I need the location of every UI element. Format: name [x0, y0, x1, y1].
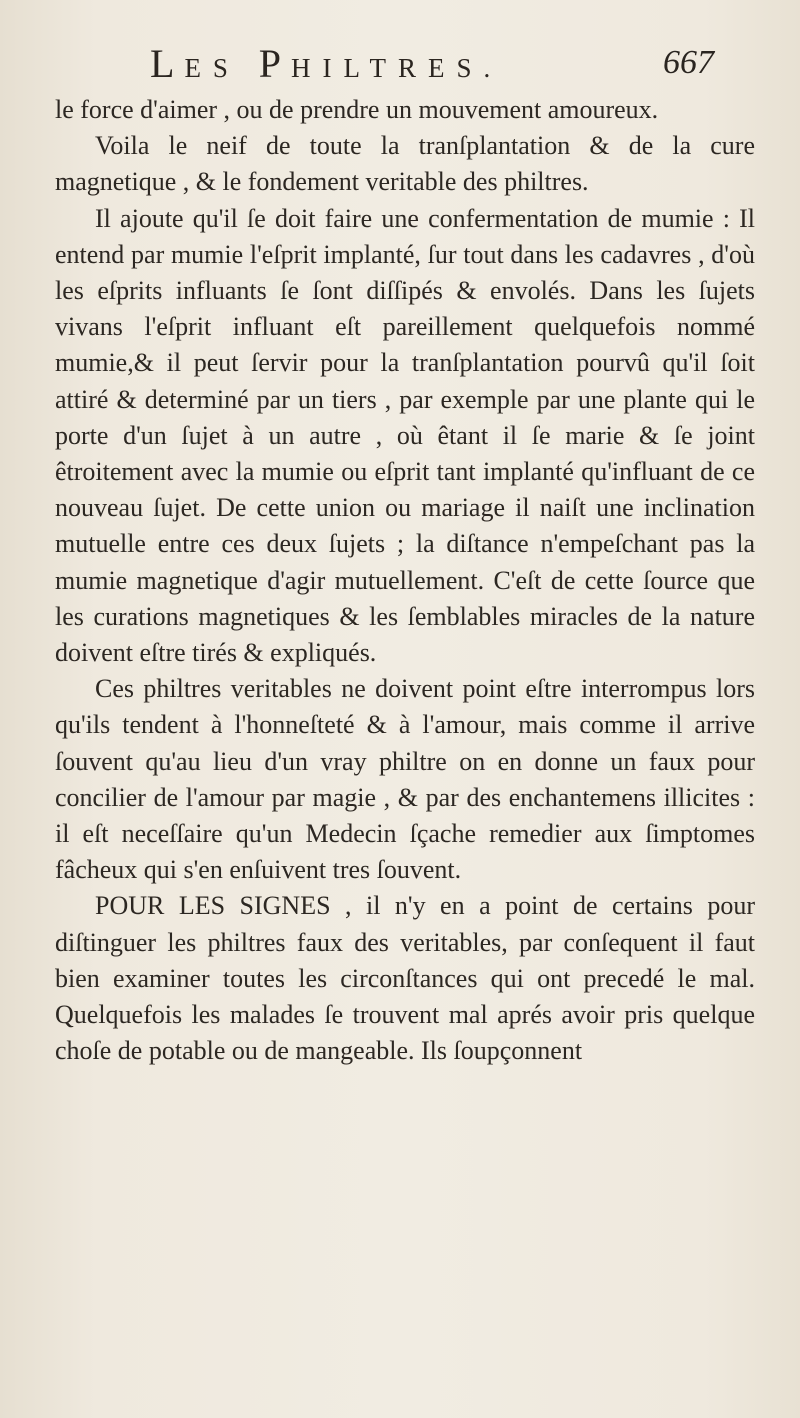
page-number: 667 [663, 44, 714, 81]
paragraph-4: Ces philtres veritables ne doivent point eſtre interrompus lors qu'ils tendent à l'honneſteté & à l'amour, mais comme il arrive ſouvent qu'au lieu d'un vray philtre on en donne un faux pour concilier de l'amour par magie , & par des enchantemens illicites : il eſt neceſſaire qu'un Medecin ſçache remedier aux ſimptomes fâcheux qui s'en enſuivent tres ſouvent. [55, 674, 755, 885]
running-head [150, 40, 502, 87]
paragraph-2: Voila le neif de toute la tranſplantation & de la cure magnetique , & le fondement veritable des philtres. [55, 131, 755, 197]
running-head-p: P [258, 41, 291, 86]
paragraph-1: le force d'aimer , ou de prendre un mouvement amoureux. [55, 95, 659, 124]
running-head-les: ES [184, 53, 259, 83]
page-header [150, 40, 750, 90]
paragraph-5: POUR LES SIGNES , il n'y en a point de certains pour diſtinguer les philtres faux des veritables, par conſequent il faut bien examiner toutes les circonſtances qui ont precedé le mal. Quelquefois les malades ſe trouvent mal aprés avoir pris quelque choſe de potable ou de mangeable. Ils ſoupçonnent [55, 891, 755, 1066]
body-text [55, 92, 755, 1069]
paragraph-3: Il ajoute qu'il ſe doit faire une confermentation de mumie : Il entend par mumie l'eſprit implanté, ſur tout dans les cadavres , d'où les eſprits influants ſe ſont diſſipés & envolés. Dans les ſujets vivans l'eſprit influant eſt pareillement quelquefois nommé mumie,& il peut ſervir pour la tranſplantation pourvû qu'il ſoit attiré & determiné par un tiers , par exemple par une plante qui le porte d'un ſujet à un autre , où êtant il ſe marie & ſe joint êtroitement avec la mumie ou eſprit tant implanté qu'influant de ce nouveau ſujet. De cette union ou mariage il naiſt une inclination mutuelle entre ces deux ſujets ; la diſtance n'empeſchant pas la mumie magnetique d'agir mutuellement. C'eſt de cette ſource que les curations magnetiques & les ſemblables miracles de la nature doivent eſtre tirés & expliqués. [55, 203, 755, 668]
running-head-initial: L [150, 41, 185, 86]
running-head-philtres: HILTRES. [290, 53, 503, 83]
